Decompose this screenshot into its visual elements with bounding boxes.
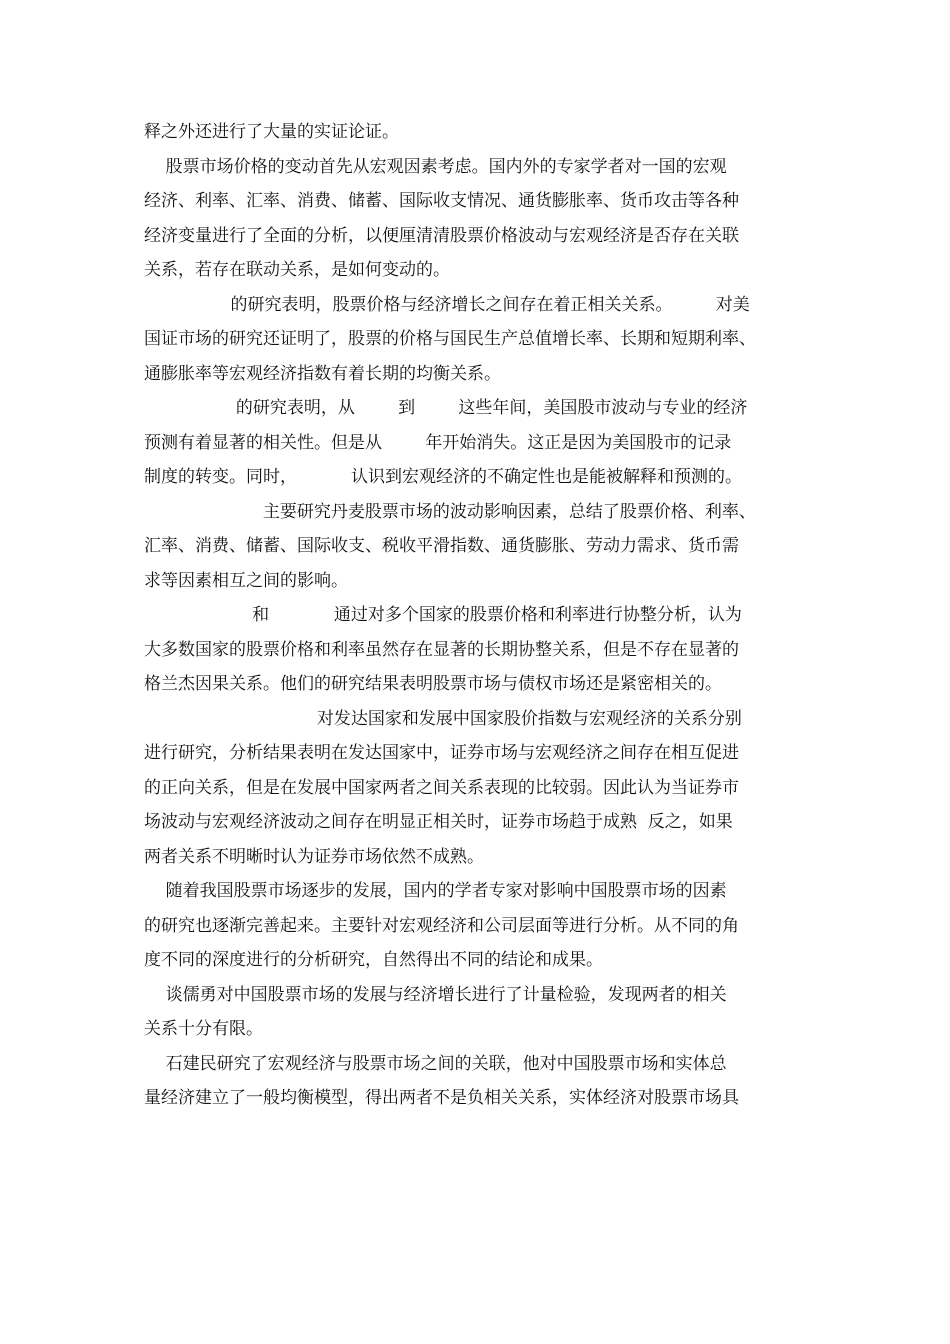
text-line: 量经济建立了一般均衡模型，得出两者不是负相关关系，实体经济对股票市场具 — [144, 1088, 739, 1108]
text-line: 国证市场的研究还证明了，股票的价格与国民生产总值增长率、长期和短期利率、 — [144, 329, 756, 349]
text-line: 关系，若存在联动关系，是如何变动的。 — [144, 260, 450, 280]
text-line: 的研究也逐渐完善起来。主要针对宏观经济和公司层面等进行分析。从不同的角 — [144, 915, 739, 936]
text-line: 制度的转变。同时， 认识到宏观经济的不确定性也是能被解释和预测的。 — [144, 467, 743, 487]
text-line: 求等因素相互之间的影响。 — [144, 570, 348, 591]
text-line: 的研究表明，从 到 这些年间，美国股市波动与专业的经济 — [144, 398, 748, 418]
text-line: 经济变量进行了全面的分析，以便厘清清股票价格波动与宏观经济是否存在关联 — [144, 225, 739, 246]
text-line: 的研究表明，股票价格与经济增长之间存在着正相关关系。 对美 — [144, 294, 750, 315]
text-line: 和 通过对多个国家的股票价格和利率进行协整分析，认为 — [144, 605, 742, 625]
text-line: 度不同的深度进行的分析研究，自然得出不同的结论和成果。 — [144, 950, 603, 970]
text-line: 汇率、消费、储蓄、国际收支、税收平滑指数、通货膨胀、劳动力需求、货币需 — [144, 536, 739, 556]
text-line: 格兰杰因果关系。他们的研究结果表明股票市场与债权市场还是紧密相关的。 — [144, 674, 722, 694]
text-line: 的正向关系，但是在发展中国家两者之间关系表现的比较弱。因此认为当证券市 — [144, 777, 739, 798]
text-line: 进行研究，分析结果表明在发达国家中，证券市场与宏观经济之间存在相互促进 — [144, 743, 739, 763]
text-line: 主要研究丹麦股票市场的波动影响因素，总结了股票价格、利率、 — [144, 501, 756, 522]
text-line: 经济、利率、汇率、消费、储蓄、国际收支情况、通货膨胀率、货币攻击等各种 — [144, 191, 739, 211]
text-line: 预测有着显著的相关性。但是从 年开始消失。这正是因为美国股市的记录 — [144, 432, 732, 453]
document-page — [144, 115, 810, 1116]
text-line: 关系十分有限。 — [144, 1019, 263, 1039]
text-line: 谈儒勇对中国股票市场的发展与经济增长进行了计量检验，发现两者的相关 — [144, 984, 727, 1005]
text-line: 场波动与宏观经济波动之间存在明显正相关时，证券市场趋于成熟 反之，如果 — [144, 812, 733, 832]
text-line: 随着我国股票市场逐步的发展，国内的学者专家对影响中国股票市场的因素 — [144, 881, 727, 901]
text-line: 石建民研究了宏观经济与股票市场之间的关联，他对中国股票市场和实体总 — [144, 1053, 727, 1074]
text-line: 大多数国家的股票价格和利率虽然存在显著的长期协整关系，但是不存在显著的 — [144, 639, 739, 660]
text-line: 释之外还进行了大量的实证论证。 — [144, 122, 399, 142]
text-line: 通膨胀率等宏观经济指数有着长期的均衡关系。 — [144, 363, 501, 384]
text-line: 对发达国家和发展中国家股价指数与宏观经济的关系分别 — [144, 708, 742, 729]
text-line: 股票市场价格的变动首先从宏观因素考虑。国内外的专家学者对一国的宏观 — [144, 156, 727, 177]
text-line: 两者关系不明晰时认为证券市场依然不成熟。 — [144, 846, 484, 867]
